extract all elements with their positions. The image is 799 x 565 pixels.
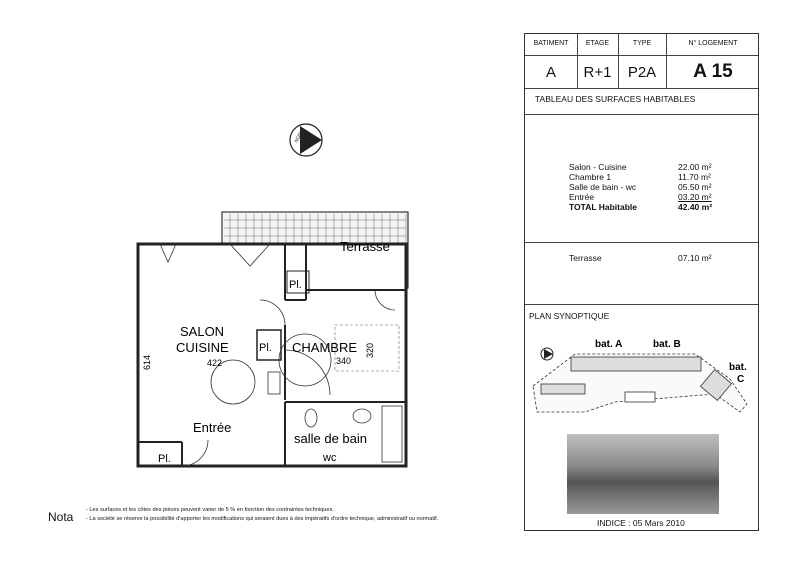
batiment-header: BATIMENT (533, 40, 569, 47)
nota-line-1: - Les surfaces et les côtes des pièces peuvent varier de 5 % en fonction des contraintes techniques. (86, 507, 334, 513)
chambre-dimension: 340 (336, 356, 352, 366)
room-area: 03.20 m² (678, 192, 712, 202)
room-name: Entrée (569, 192, 595, 202)
north-compass-icon (290, 124, 322, 156)
compass-label: NORD (293, 128, 307, 144)
room-area: 11.70 m² (678, 172, 711, 182)
room-name: Salle de bain - wc (569, 182, 637, 192)
surfaces-areas (678, 162, 712, 212)
room-area: 22.00 m² (678, 162, 712, 172)
placard-label-2: Pl. (259, 342, 272, 354)
synoptic-title: PLAN SYNOPTIQUE (529, 311, 610, 321)
terrace-name: Terrasse (569, 253, 602, 263)
bat-a-label: bat. A (595, 339, 623, 350)
entree-label: Entrée (193, 420, 232, 435)
logement-header: N° LOGEMENT (688, 40, 738, 47)
building-photo (567, 434, 719, 514)
room-area: 05.50 m² (678, 182, 712, 192)
salon-label: SALON (180, 324, 225, 339)
info-panel (524, 33, 759, 531)
salon-height-dimension: 614 (142, 354, 152, 370)
batiment-value: A (545, 64, 556, 81)
placard-label-1: Pl. (289, 279, 302, 291)
type-header: TYPE (632, 40, 652, 47)
total-name: TOTAL Habitable (569, 202, 638, 212)
salon-dimension: 422 (207, 358, 223, 368)
nota-text (86, 506, 516, 524)
terrace-label: Terrasse (340, 239, 390, 254)
indice-label: INDICE : 05 Mars 2010 (597, 518, 685, 528)
placard-label-3: Pl. (158, 453, 171, 465)
site-plan (525, 324, 758, 419)
salle-de-bain-label: salle de bain (294, 431, 367, 446)
nota-label: Nota (48, 510, 74, 524)
type-value: P2A (627, 64, 657, 81)
surfaces-title: TABLEAU DES SURFACES HABITABLES (535, 94, 696, 104)
chambre-label: CHAMBRE (292, 340, 358, 355)
wc-label: wc (323, 452, 337, 464)
total-area: 42.40 m² (678, 202, 713, 212)
room-name: Chambre 1 (569, 172, 612, 182)
room-name: Salon - Cuisine (569, 162, 627, 172)
etage-value: R+1 (583, 64, 612, 81)
nota-line-2: - La société se réserve la possibilité d'apporter les modifications qui seraient dues à des impératifs d'ordre technique, administratif ou normatif. (86, 516, 439, 522)
chambre-height-dimension: 320 (365, 342, 375, 358)
logement-value: A 15 (693, 61, 733, 82)
cuisine-label: CUISINE (176, 340, 229, 355)
bat-c-label-2: C (737, 374, 745, 385)
bat-c-label-1: bat. (729, 362, 747, 373)
etage-header: ETAGE (585, 40, 610, 47)
terrace-area: 07.10 m² (678, 253, 712, 263)
bat-b-label: bat. B (653, 339, 681, 350)
surfaces-names (569, 162, 637, 212)
